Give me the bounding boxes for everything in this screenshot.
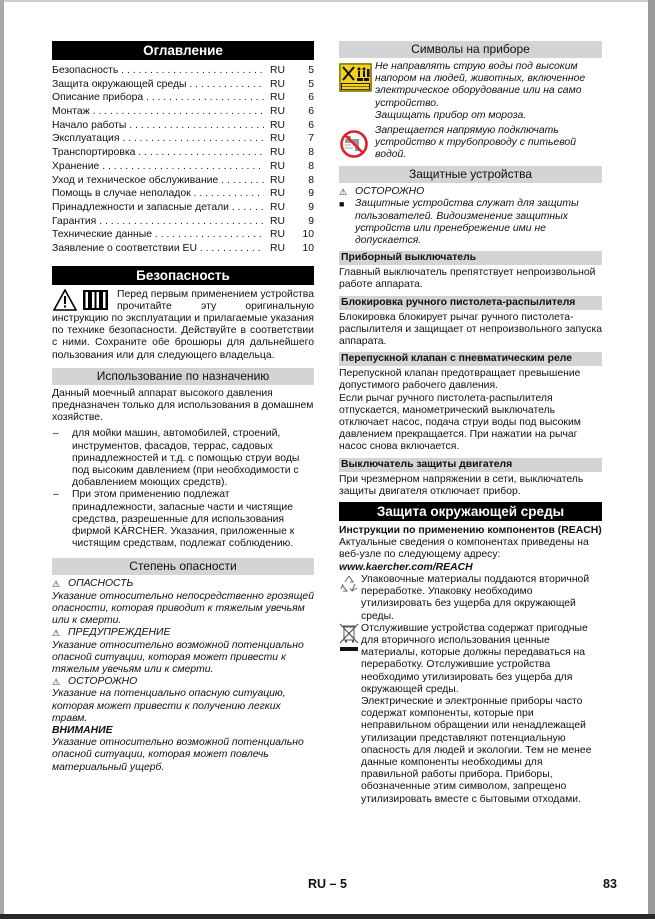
weee-note: Отслужившие устройства содержат пригодные для вторичного использования ценные материалы, которые должны передаваться на переработку. Отслужившие устройства необходимо утилизировать без ущерба для окружающей среды. Электрические и электронные приборы часто содержат компоненты, которые при неправильном обращении или ненадлежащей утилизации представляют потенциальную опасность для людей и экологии. Тем не менее данные компоненты необходимы для правильной работы прибора. Приборы, обозначенные этим символом, запрещено утилизировать вместе с бытовыми отходами. bbox=[339, 623, 602, 806]
toc-entry[interactable]: Технические данные . . . RU 10 bbox=[52, 228, 314, 242]
recycle-icon bbox=[339, 574, 359, 594]
safety-intro: Перед первым применением устройства прочитайте эту оригинальную инструкцию по эксплуатации и прилагаемые указания по технике безопасности. Действуйте в соответствии с ними. Сохраните обе брошюры для дальнейшего пользования или для следующего владельца. bbox=[52, 288, 314, 361]
page-border-bottom bbox=[0, 914, 655, 919]
bullet-square-icon: ■ bbox=[339, 199, 345, 210]
page-border-top bbox=[0, 0, 655, 2]
recycling-note: Упаковочные материалы поддаются вторичной переработке. Упаковку необходимо утилизировать без ущерба для окружающей среды. bbox=[339, 574, 602, 623]
subsection-motor-protection: Выключатель защиты двигателя bbox=[339, 458, 602, 472]
toc-entry[interactable]: Описание прибора . . . RU 6 bbox=[52, 91, 314, 105]
hazard-level-caution: ⚠ ОСТОРОЖНО Указание на потенциально опасную ситуацию, которая может привести к получению легких травм. bbox=[52, 676, 286, 724]
toc-entry[interactable]: Эксплуатация . . . RU 7 bbox=[52, 132, 314, 146]
warning-icon: ⚠ bbox=[339, 187, 348, 198]
no-spray-frost-label-icon bbox=[339, 63, 372, 92]
toc-entry[interactable]: Начало работы . . . RU 6 bbox=[52, 119, 314, 133]
toc-entry[interactable]: Транспортировка . . . RU 8 bbox=[52, 146, 314, 160]
page-number: 83 bbox=[603, 877, 617, 891]
intended-use-intro: Данный моечный аппарат высокого давления предназначен только для использования в домашнем хозяйстве. bbox=[52, 387, 314, 424]
hazard-levels-heading: Степень опасности bbox=[52, 558, 314, 575]
subsection-main-switch: Приборный выключатель bbox=[339, 251, 602, 265]
warning-triangle-icon bbox=[53, 289, 77, 311]
hazard-level-warning: ⚠ ПРЕДУПРЕЖДЕНИЕ Указание относительно возможной потенциально опасной ситуации, которая может привести к тяжелым увечьям или к смерти. bbox=[52, 627, 304, 675]
toc-entry[interactable]: Защита окружающей среды . . . RU 5 bbox=[52, 78, 314, 92]
table-of-contents bbox=[52, 64, 314, 256]
manual-book-icon bbox=[82, 289, 109, 311]
intended-use-list bbox=[52, 428, 314, 550]
symbol-no-drinking-water: Запрещается напрямую подключать устройство к трубопроводу с питьевой водой. bbox=[339, 125, 602, 163]
toc-entry[interactable]: Принадлежности и запасные детали . . . RU 9 bbox=[52, 201, 314, 215]
reach-link[interactable]: www.kaercher.com/REACH bbox=[339, 561, 473, 573]
list-item: – При этом применению подлежат принадлежности, запасные части и чистящие средства, разрешенные для использования фирмой KÄRCHER. Указания, приложенные к чистящим средствам, подлежат соблюдению. bbox=[52, 489, 314, 550]
right-column: Символы на приборе Не направлять струю воды под высоким напором на людей, животных, включенное электрическое оборудование или на само устройство. Защищать прибор от мороза. Запрещается напрямую подключать устройство к трубопроводу с питьевой водой. Защитные устройства ⚠ ОСТОРОЖНО ■ Защитные устройства служат для защиты пользователей. Видоизменение защитных устройств или пренебрежение ими не допускается. Приборный выключатель Главный выключатель препятствует непроизвольной работе аппарата. Блокировка ручного пистолета-распылителя Блокировка блокирует рычаг ручного пистолета-распылителя и защищает от непроизвольного запуска аппарата. Перепускной клапан с пневматическим реле Перепускной клапан предотвращает превышение допустимого рабочего давления. Если рычаг ручного пистолета-распылителя отпускается, манометрический выключатель отключает насос, подача струи воды под высоким давлением прекращается. При нажатии на рычаг насос снова включается. Выключатель защиты двигателя При чрезмерном напряжении в сети, выключатель защиты двигателя отключает прибор. Защита окружающей среды Инструкции по применению компонентов (REACH) Актуальные сведения о компонентах приведены на веб-узле по следующему адресу: www.kaercher.com/REACH Упаковочные материалы поддаются вторичной переработке. Упаковку необходимо утилизировать без ущерба для окружающей среды. Отслужившие устройства содержат пригодные для вторичного использования ценные материалы, которые должны передаваться на переработку. Отслужившие устройства необходимо утилизировать без ущерба для окружающей среды. Электрические и электронные приборы часто содержат компоненты, которые при неправильном обращении или ненадлежащей утилизации представляют потенциальную опасность для людей и экологии. Тем не менее данные компоненты необходимы для правильной работы прибора. Приборы, обозначенные этим символом, запрещено утилизировать вместе с бытовыми отходами. bbox=[339, 42, 602, 805]
toc-heading: Оглавление bbox=[52, 41, 314, 60]
list-item: – для мойки машин, автомобилей, строений, инструментов, фасадов, террас, садовых принадлежностей и т.д. с помощью струи воды под высоким давлением (при необходимости с добавлением моющих средств). bbox=[52, 428, 314, 489]
warning-icon: ⚠ bbox=[52, 677, 61, 688]
crossed-bin-icon bbox=[339, 623, 359, 653]
reach-text: Актуальные сведения о компонентах приведены на веб-узле по следующему адресу: bbox=[339, 537, 589, 561]
toc-entry[interactable]: Хранение . . . RU 8 bbox=[52, 160, 314, 174]
caution-header: ⚠ ОСТОРОЖНО bbox=[339, 186, 425, 198]
safety-devices-heading: Защитные устройства bbox=[339, 166, 602, 183]
page-border-left bbox=[0, 0, 4, 919]
reach-title: Инструкции по применению компонентов (REACH) bbox=[339, 525, 602, 537]
safety-icons bbox=[52, 289, 112, 313]
toc-entry[interactable]: Уход и техническое обслуживание . . . RU 8 bbox=[52, 174, 314, 188]
no-drinking-water-connection-icon bbox=[339, 129, 369, 159]
toc-entry[interactable]: Помощь в случае неполадок . . . RU 9 bbox=[52, 187, 314, 201]
toc-entry[interactable]: Заявление о соответствии EU . . . RU 10 bbox=[52, 242, 314, 256]
safety-heading: Безопасность bbox=[52, 266, 314, 285]
warning-icon: ⚠ bbox=[52, 579, 61, 590]
caution-text: ■ Защитные устройства служат для защиты пользователей. Видоизменение защитных устройств или пренебрежение ими не допускается. bbox=[339, 198, 579, 247]
left-column bbox=[52, 41, 314, 774]
intended-use-heading: Использование по назначению bbox=[52, 368, 314, 385]
toc-entry[interactable]: Гарантия . . . RU 9 bbox=[52, 215, 314, 229]
environment-heading: Защита окружающей среды bbox=[339, 502, 602, 521]
symbol-no-spray: Не направлять струю воды под высоким напором на людей, животных, включенное электрическое оборудование или на само устройство. Защищать прибор от мороза. bbox=[339, 61, 602, 122]
hazard-level-danger: ⚠ ОПАСНОСТЬ Указание относительно непосредственно грозящей опасности, которая приводит к тяжелым увечьям или к смерти. bbox=[52, 578, 314, 627]
device-symbols-heading: Символы на приборе bbox=[339, 41, 602, 58]
hazard-level-attention: ВНИМАНИЕ Указание относительно возможной потенциально опасной ситуации, которая может повлечь материальный ущерб. bbox=[52, 724, 304, 773]
toc-entry[interactable]: Безопасность . . . RU 5 bbox=[52, 64, 314, 78]
subsection-gun-lock: Блокировка ручного пистолета-распылителя bbox=[339, 296, 602, 310]
warning-icon: ⚠ bbox=[52, 628, 61, 639]
toc-entry[interactable]: Монтаж . . . RU 6 bbox=[52, 105, 314, 119]
subsection-bypass-valve: Перепускной клапан с пневматическим реле bbox=[339, 352, 602, 366]
section-page-label: RU – 5 bbox=[308, 877, 347, 891]
page-border-right bbox=[648, 0, 655, 919]
